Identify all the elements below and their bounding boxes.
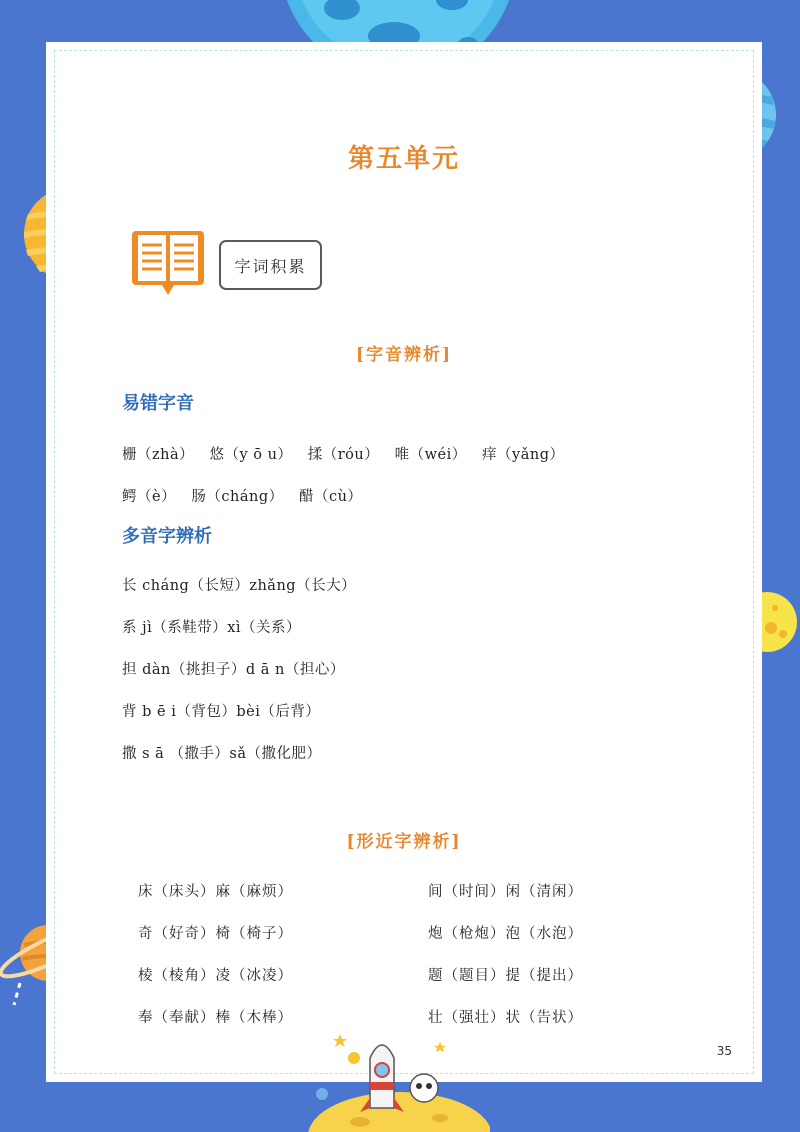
similar-left-item: 奇（好奇）椅（椅子） (138, 926, 293, 942)
pronunciation-heading: [字音辨析] (355, 345, 453, 365)
similar-left-item: 床（床头）麻（麻烦） (138, 884, 293, 900)
polyphonic-item: 系 jì（系鞋带）xì（关系） (122, 620, 302, 636)
rocket-astronaut-illustration (300, 1018, 490, 1132)
similar-left-item: 棱（棱角）凌（冰凌） (138, 968, 293, 984)
polyphonic-item: 背 b ē i（背包）bèi（后背） (122, 704, 321, 720)
similar-chars-heading: [形近字辨析] (346, 832, 462, 852)
section-label: 字词积累 (219, 240, 322, 290)
similar-right-item: 壮（强壮）状（告状） (428, 1010, 583, 1026)
similar-left-item: 奉（奉献）棒（木棒） (138, 1010, 293, 1026)
similar-right-item: 间（时间）闲（清闲） (428, 884, 583, 900)
dashed-frame (54, 50, 754, 1074)
similar-right-item: 题（题目）提（提出） (428, 968, 583, 984)
similar-right-item: 炮（枪炮）泡（水泡） (428, 926, 583, 942)
polyphonic-item: 撒 s ā （撒手）sǎ（撒化肥） (122, 746, 322, 762)
page-title: 第五单元 (347, 144, 460, 174)
error-prone-row-2: 鳄（è） 肠（cháng） 醋（cù） (122, 489, 363, 505)
page-number: 35 (716, 1044, 732, 1058)
error-prone-title: 易错字音 (122, 393, 194, 414)
open-book-icon (128, 225, 208, 297)
polyphonic-item: 担 dàn（挑担子）d ā n（担心） (122, 662, 345, 678)
error-prone-row-1: 栅（zhà） 悠（y ō u） 揉（róu） 唯（wéi） 痒（yǎng） (122, 447, 565, 463)
polyphonic-title: 多音字辨析 (122, 526, 212, 547)
content-page (46, 42, 762, 1082)
polyphonic-item: 长 cháng（长短）zhǎng（长大） (122, 578, 357, 594)
